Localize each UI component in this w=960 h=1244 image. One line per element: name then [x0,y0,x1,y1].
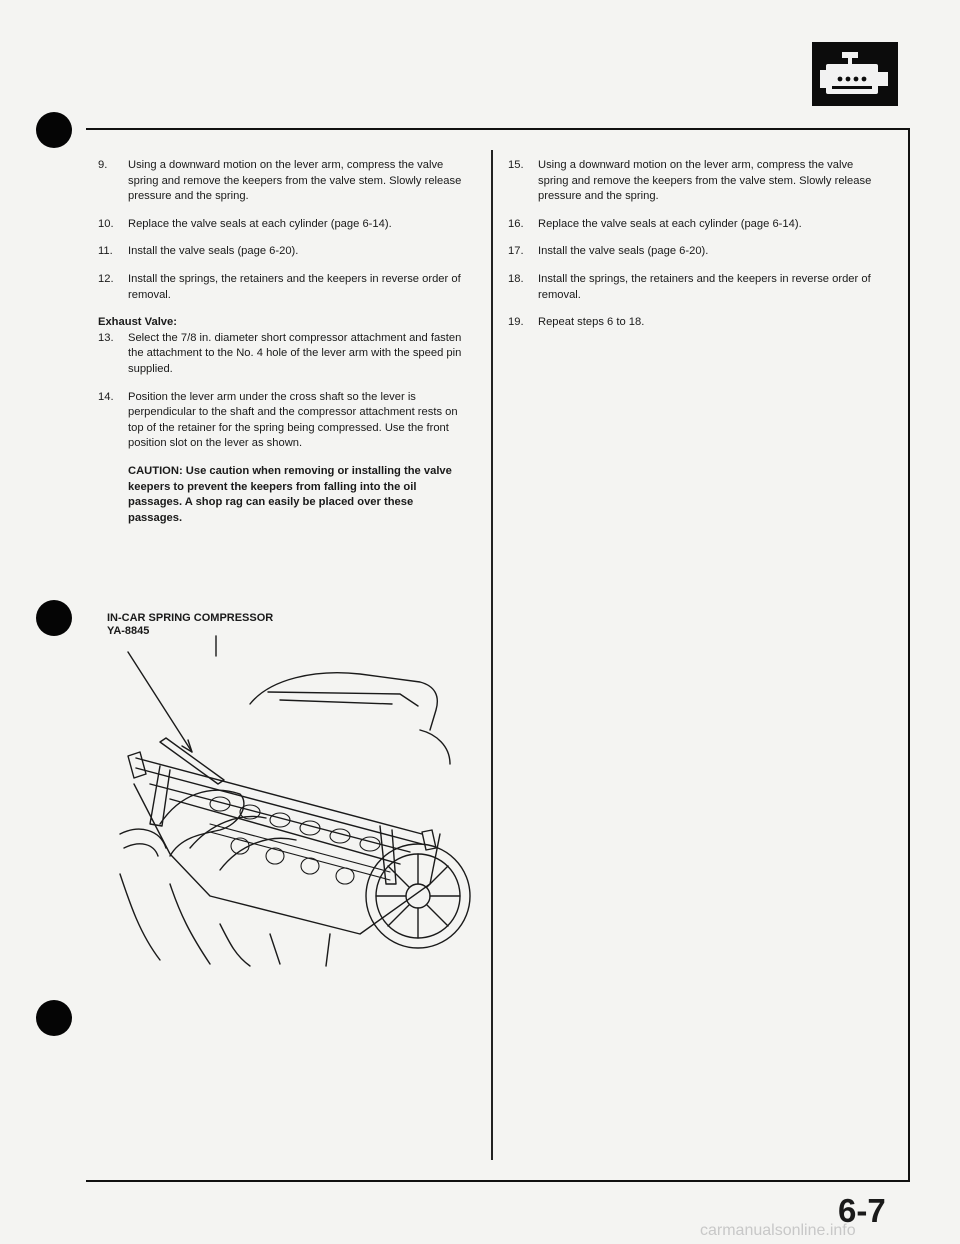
frame-bottom-rule [86,1180,910,1182]
figure-label-part-number: YA-8845 [107,625,150,637]
binder-hole-2 [36,600,72,636]
step-text: Install the valve seals (page 6-20). [128,245,299,258]
step-17 [508,244,878,260]
step-12 [98,272,466,303]
step-number: 12. [98,272,114,285]
figure-label-tool: IN-CAR SPRING COMPRESSOR [107,612,274,624]
step-text: Using a downward motion on the lever arm, compress the valve spring and remove the keepers from the valve stem. Slowly release pressure and the spring. [128,159,462,203]
step-number: 14. [98,390,114,403]
step-13 [98,331,466,378]
step-number: 13. [98,331,114,344]
step-text: Install the springs, the retainers and the keepers in reverse order of removal. [128,272,461,301]
caution-note: CAUTION: Use caution when removing or installing the valve keepers to prevent the keepers from falling into the oil passages. A shop rag can easily be placed over these passages. [128,464,452,524]
frame-top-rule [86,128,910,130]
step-14 [98,390,466,452]
step-number: 10. [98,217,114,230]
step-text: Install the valve seals (page 6-20). [538,245,709,258]
site-watermark: carmanualsonline.info [700,1222,856,1239]
engine-section-icon [812,42,898,106]
step-text: Select the 7/8 in. diameter short compressor attachment and fasten the attachment to the No. 4 hole of the lever arm with the speed pin supplied. [128,331,462,375]
step-15 [508,158,878,205]
step-10 [98,217,466,233]
left-column [98,158,466,538]
step-number: 11. [98,245,113,258]
right-column [508,158,878,343]
exhaust-valve-section [98,315,466,526]
step-16 [508,217,878,233]
step-number: 9. [98,159,108,171]
step-text: Install the springs, the retainers and the keepers in reverse order of removal. [538,272,871,301]
step-9 [98,158,466,205]
step-text: Using a downward motion on the lever arm, compress the valve spring and remove the keepers from the valve stem. Slowly release pressure and the spring. [538,159,872,203]
step-text: Repeat steps 6 to 18. [538,316,645,329]
step-text: Replace the valve seals at each cylinder (page 6-14). [538,217,802,230]
step-number: 15. [508,159,524,171]
step-number: 19. [508,316,524,329]
exhaust-valve-heading: Exhaust Valve: [98,316,177,329]
steps-group-a [98,158,466,303]
binder-hole-1 [36,112,72,148]
step-number: 18. [508,272,524,285]
column-divider [491,150,493,1160]
spring-compressor-illustration [100,634,486,970]
step-number: 17. [508,245,524,258]
step-11 [98,244,466,260]
step-18 [508,272,878,303]
step-number: 16. [508,217,524,230]
step-text: Position the lever arm under the cross shaft so the lever is perpendicular to the shaft and the compressor attachment rests on top of the retainer for the spring being compressed. Use the front position slot on the lever as shown. [128,390,458,450]
frame-right-rule [908,128,910,1182]
page-number: 6-7 [838,1192,886,1229]
step-19 [508,315,878,331]
step-text: Replace the valve seals at each cylinder (page 6-14). [128,217,392,230]
binder-hole-3 [36,1000,72,1036]
